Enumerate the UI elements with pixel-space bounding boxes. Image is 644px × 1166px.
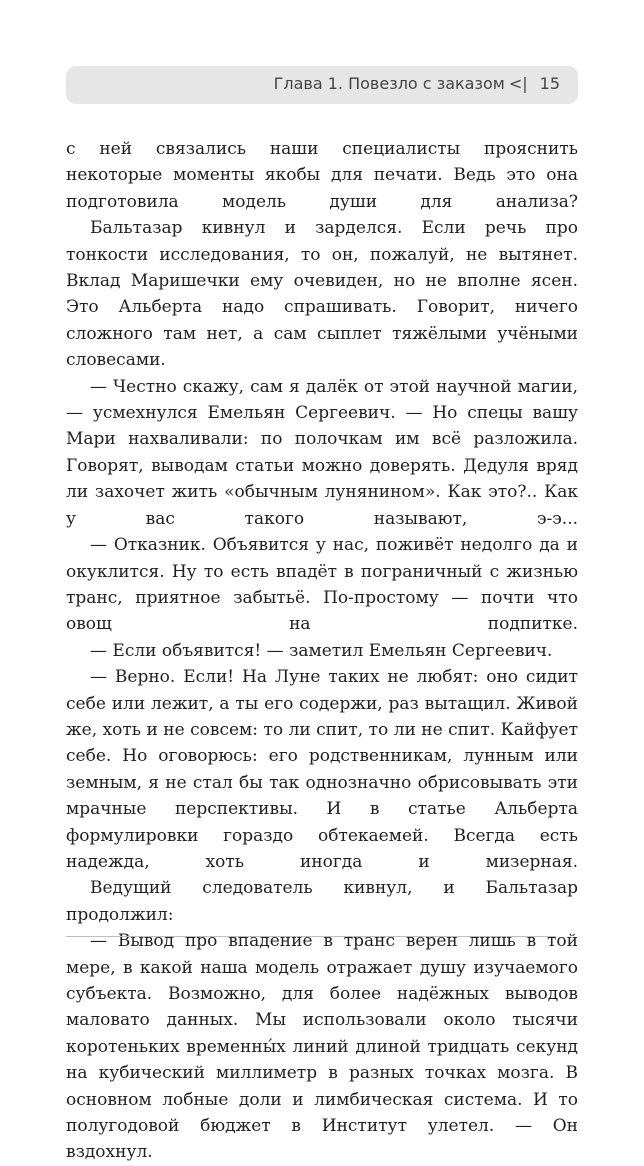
page-body-text — [66, 136, 578, 1166]
chapter-title: Глава 1. Повезло с заказом — [273, 74, 505, 93]
paragraph: — Если объявится! — заметил Емельян Сергеевич. — [90, 640, 553, 661]
header-separator: <| — [508, 74, 528, 93]
paragraph: — Отказник. Объявится у нас, поживёт недолго да и окуклится. Ну то есть впадёт в пограничный с жизнью транс, приятное забытьё. По-простому — почти что овощ на подпитке. — [66, 535, 578, 635]
running-header — [66, 66, 578, 104]
paragraph: Бальтазар кивнул и зарделся. Если речь про тонкости исследования, то он, пожалуй, не вытянет. Вклад Маришечки ему очевиден, но не вполне ясен. Это Альберта надо спрашивать. Говорит, ничего сложного там нет, а сам сыплет тяжёлыми учёными словесами. — [66, 218, 578, 371]
running-header-text — [274, 74, 560, 93]
paragraph: с ней связались наши специалисты прояснить некоторые моменты якобы для печати. Ведь это она подготовила модель души для анализа? — [66, 139, 578, 212]
page-number: 15 — [539, 74, 560, 93]
paragraph: — Верно. Если! На Луне таких не любят: оно сидит себе или лежит, а ты его содержи, раз вытащил. Живой же, хоть и не совсем: то ли спит, то ли не спит. Кайфует себе. Но оговорюсь: его родственникам, лунным или земным, я не стал бы так однозначно обрисовывать эти мрачные перспективы. И в статье Альберта формулировки гораздо обтекаемей. Всегда есть надежда, хоть иногда и мизерная. — [66, 667, 578, 872]
paragraph: — Вывод про впадение в транс верен лишь в той мере, в какой наша модель отражает душу изучаемого субъекта. Возможно, для более надёжных выводов маловато данных. Мы использовали около тысячи коротеньких временны́х линий длиной тридцать секунд на кубический миллиметр в разных точках мозга. В основном лобные доли и лимбическая система. И то полугодовой бюджет в Институт улетел. — Он вздохнул. — [66, 931, 578, 1163]
footer-divider — [66, 936, 556, 937]
paragraph: Ведущий следователь кивнул, и Бальтазар продолжил: — [66, 878, 578, 925]
paragraph: — Честно скажу, сам я далёк от этой научной магии, — усмехнулся Емельян Сергеевич. — Но спецы вашу Мари нахваливали: по полочкам им всё разложила. Говорят, выводам статьи можно доверять. Дедуля вряд ли захочет жить «обычным лунянином». Как это?.. Как у вас такого называют, э-э... — [66, 376, 578, 529]
